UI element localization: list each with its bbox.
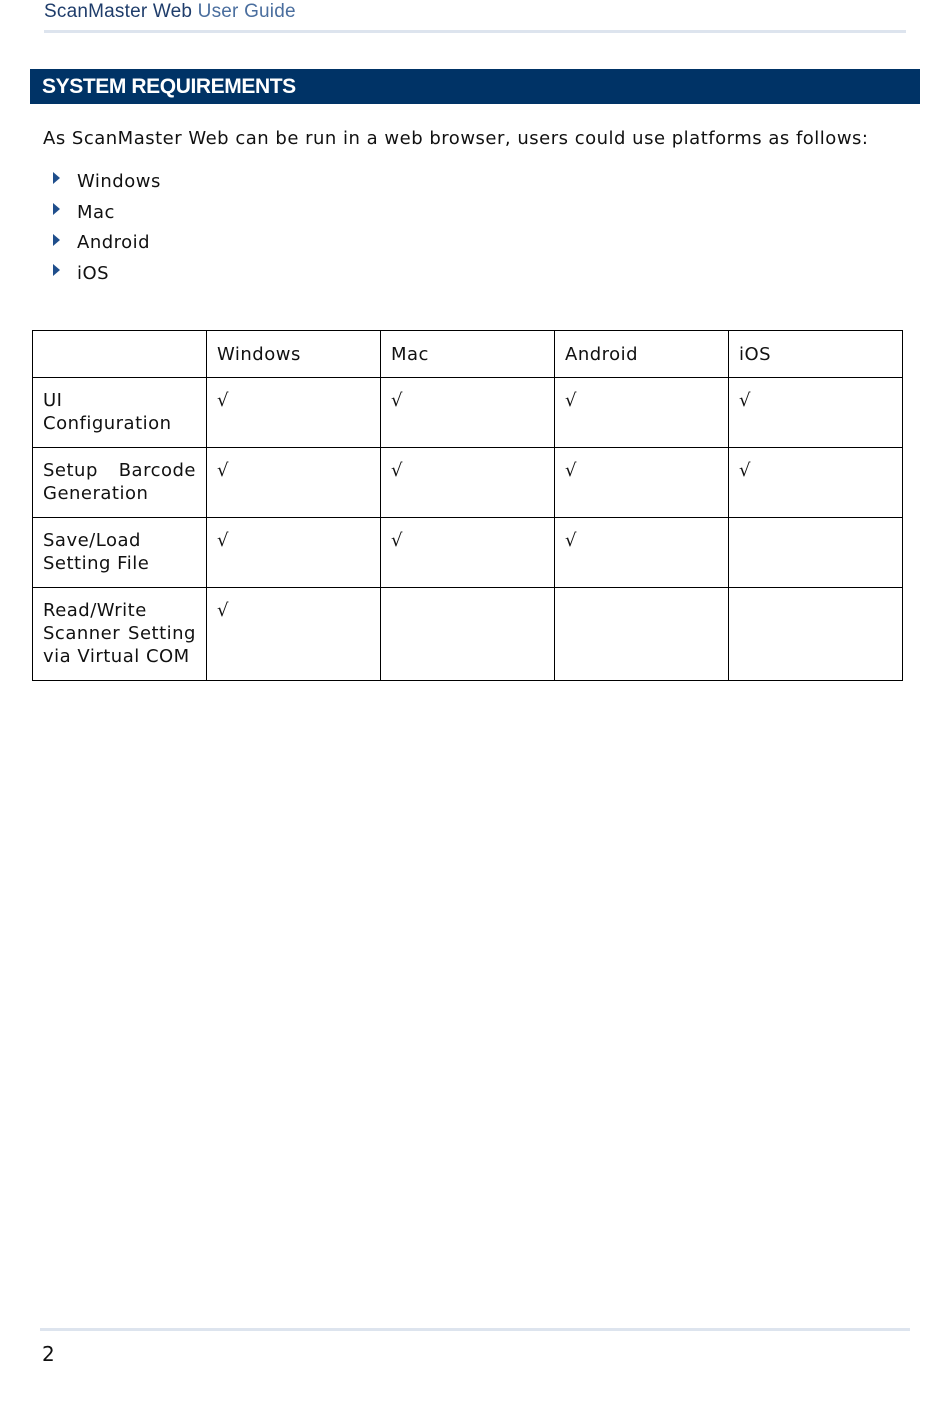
check-mark-cell: √ [729, 378, 903, 448]
feature-cell: Read/Write Scanner Setting via Virtual COM [33, 588, 207, 681]
check-mark-cell: √ [381, 448, 555, 518]
check-mark-cell [729, 518, 903, 588]
feature-cell: Setup Barcode Generation [33, 448, 207, 518]
list-item [50, 166, 161, 197]
header-product-name: ScanMaster Web [44, 1, 193, 22]
platform-support-table [32, 330, 903, 681]
check-mark-cell: √ [207, 448, 381, 518]
check-mark-cell: √ [207, 378, 381, 448]
platform-label: Android [77, 232, 151, 254]
check-mark-cell: √ [555, 378, 729, 448]
table-row [33, 518, 903, 588]
list-item [50, 197, 161, 228]
feature-cell: UI Configuration [33, 378, 207, 448]
platform-label: iOS [77, 262, 110, 284]
list-item [50, 227, 161, 258]
table-header-cell: Android [555, 331, 729, 378]
triangle-bullet-icon [53, 172, 60, 184]
check-mark-cell: √ [207, 588, 381, 681]
check-mark-cell [381, 588, 555, 681]
header-guide-label: User Guide [197, 1, 296, 22]
check-mark-cell [555, 588, 729, 681]
table-header-cell: Windows [207, 331, 381, 378]
running-header [44, 0, 296, 24]
triangle-bullet-icon [53, 264, 60, 276]
list-item [50, 258, 161, 289]
table-header-cell: iOS [729, 331, 903, 378]
table-row [33, 448, 903, 518]
check-mark-cell: √ [381, 518, 555, 588]
platform-label: Mac [77, 201, 115, 223]
page-number: 2 [42, 1342, 55, 1366]
footer-divider [40, 1328, 910, 1331]
section-title: SYSTEM REQUIREMENTS [42, 74, 296, 98]
platform-label: Windows [77, 170, 161, 192]
table-row [33, 378, 903, 448]
check-mark-cell [729, 588, 903, 681]
table-header-cell: Mac [381, 331, 555, 378]
section-banner [30, 69, 920, 104]
table-header-row [33, 331, 903, 378]
check-mark-cell: √ [555, 448, 729, 518]
intro-paragraph: As ScanMaster Web can be run in a web browser, users could use platforms as follows: [43, 128, 869, 149]
check-mark-cell: √ [729, 448, 903, 518]
table-row [33, 588, 903, 681]
triangle-bullet-icon [53, 234, 60, 246]
table-header-cell [33, 331, 207, 378]
check-mark-cell: √ [381, 378, 555, 448]
check-mark-cell: √ [207, 518, 381, 588]
header-divider [44, 30, 906, 33]
check-mark-cell: √ [555, 518, 729, 588]
feature-cell: Save/Load Setting File [33, 518, 207, 588]
platform-list [50, 166, 161, 289]
triangle-bullet-icon [53, 203, 60, 215]
